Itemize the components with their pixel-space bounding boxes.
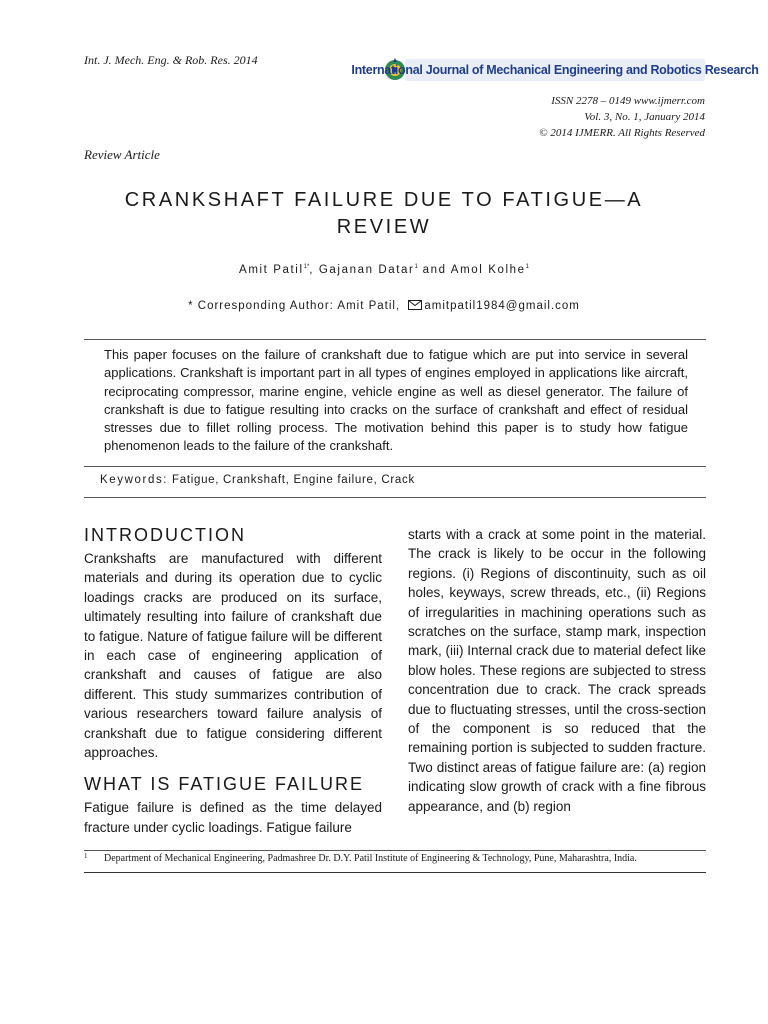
journal-logo: [351, 56, 759, 84]
author-name: Amit Patil: [239, 264, 304, 276]
section-heading-introduction: INTRODUCTION: [84, 525, 246, 545]
copyright-line: © 2014 IJMERR. All Rights Reserved: [539, 127, 705, 139]
author-name: Gajanan Datar: [318, 264, 415, 276]
issn-block: [539, 93, 705, 141]
journal-banner: [351, 59, 759, 81]
envelope-icon: [408, 300, 422, 310]
footnote-mark: 1: [84, 852, 88, 860]
corresponding-author: [84, 300, 684, 312]
author-name: Amol Kolhe: [450, 264, 526, 276]
footnote-divider: [84, 850, 706, 851]
right-column: [408, 525, 706, 816]
author-conjunction: and: [417, 264, 451, 276]
section-heading-fatigue-failure: WHAT IS FATIGUE FAILURE: [84, 774, 365, 795]
keywords-label: Keywords:: [100, 474, 169, 486]
keywords-bottom-divider: [84, 497, 706, 498]
abstract-text: This paper focuses on the failure of crankshaft due to fatigue which are put into service in several applications. Crankshaft is important part in all types of engines employed in applications like aircraft, reciprocating compressor, marine engine, vehicle engine as well as diesel generator. The failure of crankshaft is due to fatigue resulting into cracks on the surface of crankshaft and effect of residual stresses due to fillet rolling process. The motivation behind this paper is to study how fatigue phenomenon leads to the failure of the crankshaft.: [104, 347, 688, 454]
issn-line: ISSN 2278 – 0149 www.ijmerr.com: [551, 95, 705, 107]
article-type: Review Article: [84, 147, 160, 162]
introduction-paragraph: Crankshafts are manufactured with different materials and during its operation due to cyclic loadings cracks are produced on its surface, ultimately resulting into failure of crankshaft due to fatigue. Nature of fatigue failure will be different in each case of engineering application of crankshaft and causes of fatigue are also different. This study summarizes contribution of various researchers toward failure analysis of crankshaft due to fatigue considering different approaches.: [84, 551, 382, 761]
keywords-value: Fatigue, Crankshaft, Engine failure, Crack: [172, 474, 415, 486]
corresponding-label: * Corresponding Author: Amit Patil,: [188, 300, 401, 312]
footnote-text: Department of Mechanical Engineering, Padmashree Dr. D.Y. Patil Institute of Engineering & Technology, Pune, Maharashtra, India.: [104, 853, 637, 864]
author-affiliation-mark: 1*: [303, 264, 310, 271]
page-bottom-divider: [84, 872, 706, 873]
corresponding-email-link[interactable]: amitpatil1984@gmail.com: [424, 300, 580, 312]
author-affiliation-mark: 1: [525, 264, 529, 271]
paper-title: CRANKSHAFT FAILURE DUE TO FATIGUE—A REVIEW: [124, 189, 644, 238]
volume-line: Vol. 3, No. 1, January 2014: [584, 111, 705, 123]
author-affiliation-mark: 1: [414, 264, 418, 271]
journal-name: International Journal of Mechanical Engineering and Robotics Research: [351, 63, 759, 77]
fatigue-paragraph: Fatigue failure is defined as the time delayed fracture under cyclic loadings. Fatigue failure: [84, 800, 382, 835]
fatigue-paragraph-continued: starts with a crack at some point in the material. The crack is likely to be occur in the following regions. (i) Regions of discontinuity, such as oil holes, keyways, screw threads, etc., (ii) Regions of irregularities in machining operations such as scratches on the surface, stamp mark, inspection mark, (iii) Internal crack due to material defect like blow holes. These regions are subjected to stress concentration due to crack. The crack spreads due to fluctuating stresses, until the cross-section of the component is so reduced that the remaining portion is subjected to sudden fracture. Two distinct areas of fatigue failure are: (a) region indicating slow growth of crack with a fine fibrous appearance, and (b) region: [408, 527, 706, 814]
left-column: [84, 523, 382, 837]
keywords-top-divider: [84, 466, 706, 467]
keywords: [100, 474, 415, 486]
journal-reference: Int. J. Mech. Eng. & Rob. Res. 2014: [84, 53, 258, 67]
author-list: [84, 264, 684, 276]
abstract-top-divider: [84, 339, 706, 340]
author-separator: ,: [309, 264, 319, 276]
